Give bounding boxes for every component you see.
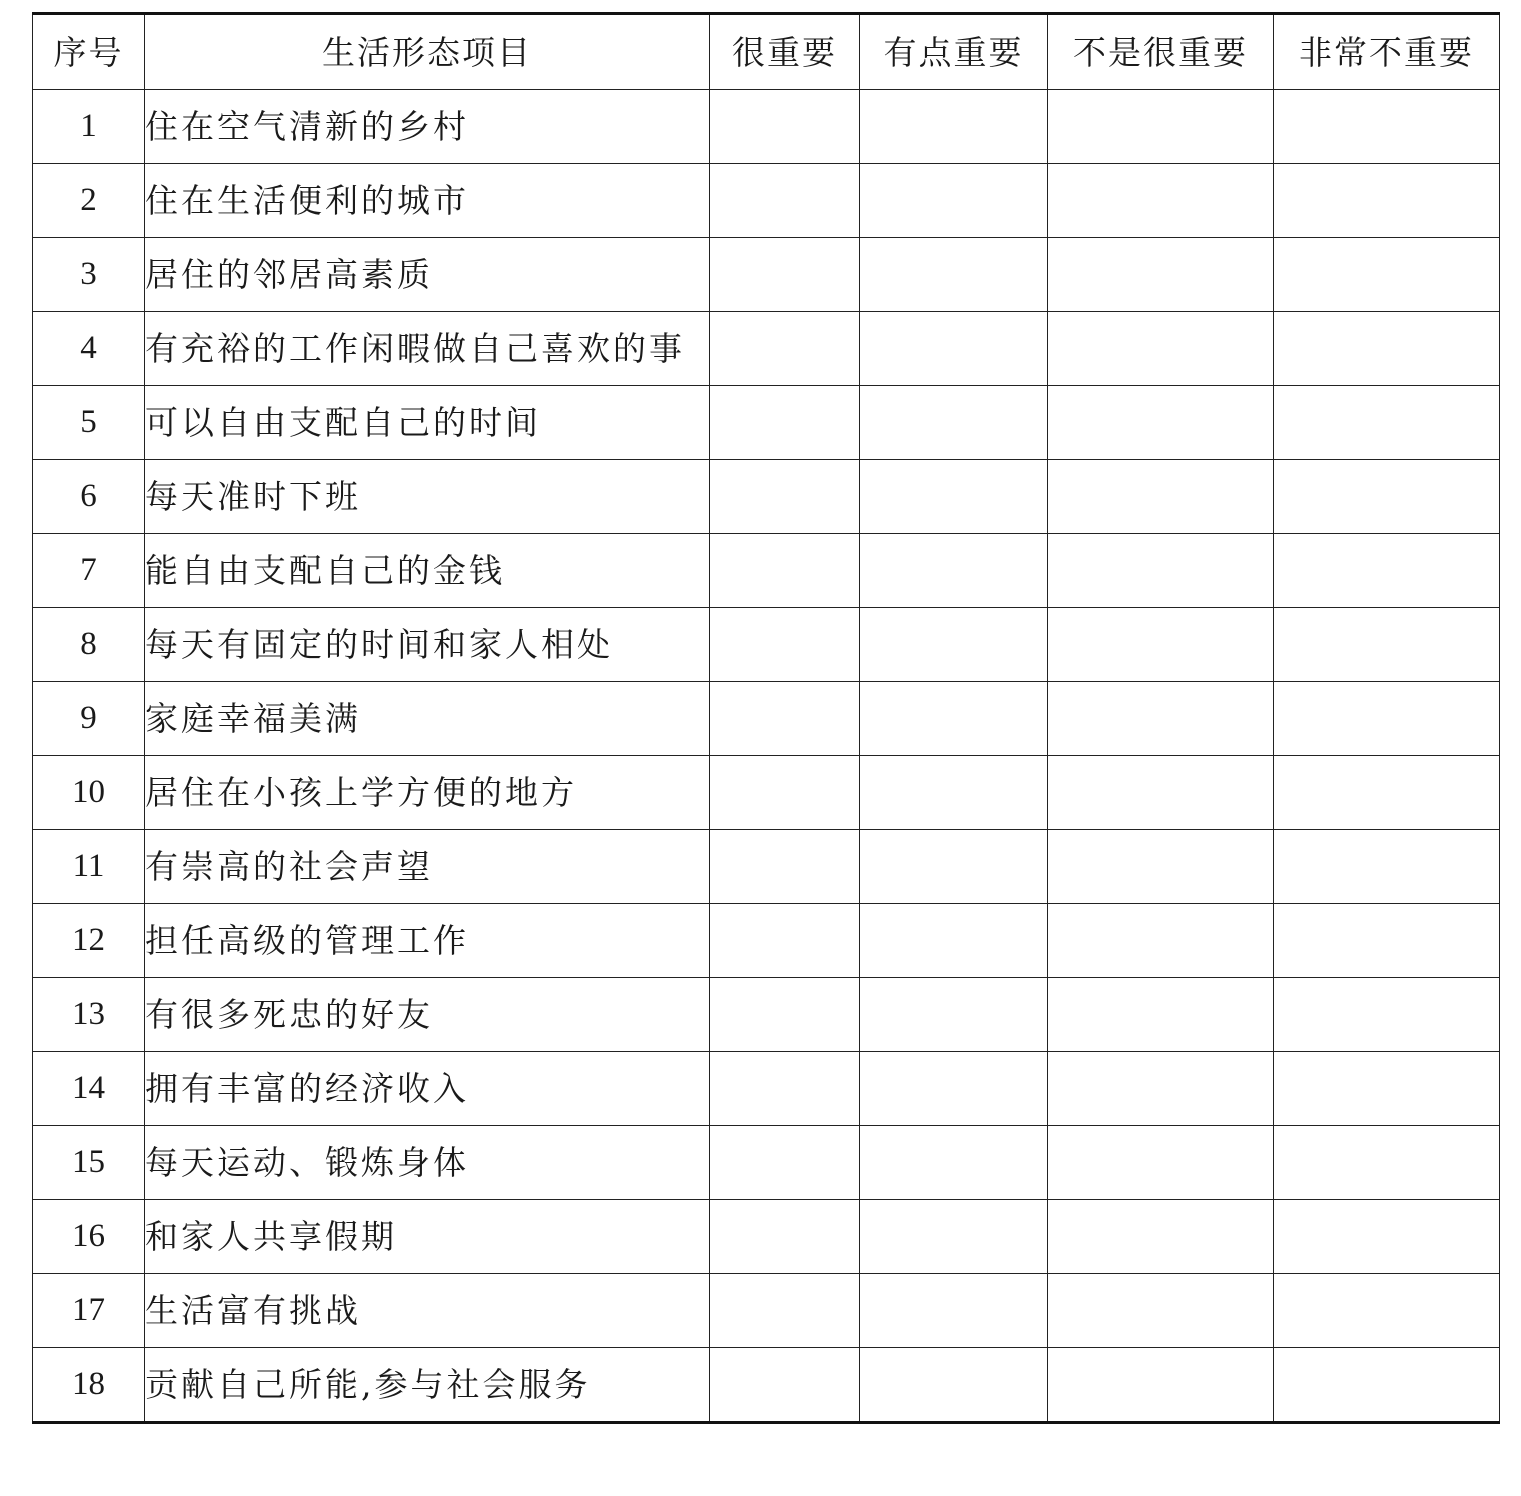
somewhat-important-cell[interactable] [860,386,1048,460]
row-number: 14 [33,1052,145,1126]
not-important-at-all-cell[interactable] [1274,904,1500,978]
lifestyle-item: 拥有丰富的经济收入 [145,1052,710,1126]
very-important-cell[interactable] [710,238,860,312]
not-important-at-all-cell[interactable] [1274,1052,1500,1126]
survey-body [33,90,1500,1423]
table-row [33,238,1500,312]
not-important-at-all-cell[interactable] [1274,756,1500,830]
not-very-important-cell[interactable] [1048,1348,1274,1423]
lifestyle-survey-table [32,12,1500,1424]
table-row [33,756,1500,830]
not-very-important-cell[interactable] [1048,1274,1274,1348]
header-very-important: 很重要 [710,14,860,90]
not-important-at-all-cell[interactable] [1274,608,1500,682]
somewhat-important-cell[interactable] [860,1052,1048,1126]
somewhat-important-cell[interactable] [860,1126,1048,1200]
header-not-important-at-all: 非常不重要 [1274,14,1500,90]
lifestyle-item: 能自由支配自己的金钱 [145,534,710,608]
row-number: 5 [33,386,145,460]
very-important-cell[interactable] [710,1348,860,1423]
table-row [33,1126,1500,1200]
lifestyle-item: 家庭幸福美满 [145,682,710,756]
row-number: 6 [33,460,145,534]
not-very-important-cell[interactable] [1048,90,1274,164]
row-number: 4 [33,312,145,386]
table-row [33,312,1500,386]
survey-sheet [32,12,1499,1424]
table-row [33,1200,1500,1274]
very-important-cell[interactable] [710,608,860,682]
not-very-important-cell[interactable] [1048,312,1274,386]
row-number: 1 [33,90,145,164]
very-important-cell[interactable] [710,756,860,830]
row-number: 12 [33,904,145,978]
row-number: 15 [33,1126,145,1200]
header-row [33,14,1500,90]
header-item: 生活形态项目 [145,14,710,90]
lifestyle-item: 每天运动、锻炼身体 [145,1126,710,1200]
row-number: 9 [33,682,145,756]
lifestyle-item: 有崇高的社会声望 [145,830,710,904]
table-row [33,978,1500,1052]
somewhat-important-cell[interactable] [860,978,1048,1052]
very-important-cell[interactable] [710,1126,860,1200]
not-important-at-all-cell[interactable] [1274,386,1500,460]
very-important-cell[interactable] [710,90,860,164]
somewhat-important-cell[interactable] [860,904,1048,978]
header-index: 序号 [33,14,145,90]
lifestyle-item: 和家人共享假期 [145,1200,710,1274]
very-important-cell[interactable] [710,1200,860,1274]
header-somewhat-important: 有点重要 [860,14,1048,90]
not-very-important-cell[interactable] [1048,756,1274,830]
table-row [33,460,1500,534]
table-row [33,164,1500,238]
row-number: 10 [33,756,145,830]
row-number: 3 [33,238,145,312]
not-important-at-all-cell[interactable] [1274,238,1500,312]
lifestyle-item: 居住的邻居高素质 [145,238,710,312]
row-number: 7 [33,534,145,608]
very-important-cell[interactable] [710,534,860,608]
not-important-at-all-cell[interactable] [1274,1348,1500,1423]
table-row [33,830,1500,904]
somewhat-important-cell[interactable] [860,1348,1048,1423]
row-number: 18 [33,1348,145,1423]
not-very-important-cell[interactable] [1048,1200,1274,1274]
row-number: 17 [33,1274,145,1348]
very-important-cell[interactable] [710,682,860,756]
lifestyle-item: 有很多死忠的好友 [145,978,710,1052]
not-important-at-all-cell[interactable] [1274,1274,1500,1348]
not-important-at-all-cell[interactable] [1274,312,1500,386]
lifestyle-item: 贡献自己所能,参与社会服务 [145,1348,710,1423]
not-very-important-cell[interactable] [1048,682,1274,756]
lifestyle-item: 生活富有挑战 [145,1274,710,1348]
somewhat-important-cell[interactable] [860,1200,1048,1274]
table-row [33,608,1500,682]
not-important-at-all-cell[interactable] [1274,1126,1500,1200]
table-row [33,1052,1500,1126]
not-important-at-all-cell[interactable] [1274,90,1500,164]
somewhat-important-cell[interactable] [860,756,1048,830]
very-important-cell[interactable] [710,386,860,460]
not-very-important-cell[interactable] [1048,1052,1274,1126]
lifestyle-item: 可以自由支配自己的时间 [145,386,710,460]
very-important-cell[interactable] [710,1052,860,1126]
lifestyle-item: 担任高级的管理工作 [145,904,710,978]
very-important-cell[interactable] [710,460,860,534]
table-row [33,534,1500,608]
not-important-at-all-cell[interactable] [1274,460,1500,534]
not-very-important-cell[interactable] [1048,460,1274,534]
not-very-important-cell[interactable] [1048,238,1274,312]
table-row [33,1348,1500,1423]
row-number: 13 [33,978,145,1052]
not-very-important-cell[interactable] [1048,608,1274,682]
lifestyle-item: 居住在小孩上学方便的地方 [145,756,710,830]
somewhat-important-cell[interactable] [860,1274,1048,1348]
not-very-important-cell[interactable] [1048,1126,1274,1200]
not-very-important-cell[interactable] [1048,978,1274,1052]
very-important-cell[interactable] [710,904,860,978]
not-important-at-all-cell[interactable] [1274,1200,1500,1274]
row-number: 11 [33,830,145,904]
somewhat-important-cell[interactable] [860,164,1048,238]
table-row [33,386,1500,460]
very-important-cell[interactable] [710,312,860,386]
row-number: 8 [33,608,145,682]
somewhat-important-cell[interactable] [860,608,1048,682]
very-important-cell[interactable] [710,164,860,238]
row-number: 16 [33,1200,145,1274]
somewhat-important-cell[interactable] [860,312,1048,386]
somewhat-important-cell[interactable] [860,460,1048,534]
somewhat-important-cell[interactable] [860,238,1048,312]
not-very-important-cell[interactable] [1048,830,1274,904]
very-important-cell[interactable] [710,830,860,904]
not-very-important-cell[interactable] [1048,534,1274,608]
not-important-at-all-cell[interactable] [1274,830,1500,904]
row-number: 2 [33,164,145,238]
lifestyle-item: 每天准时下班 [145,460,710,534]
table-row [33,90,1500,164]
not-important-at-all-cell[interactable] [1274,534,1500,608]
not-very-important-cell[interactable] [1048,164,1274,238]
lifestyle-item: 住在空气清新的乡村 [145,90,710,164]
somewhat-important-cell[interactable] [860,534,1048,608]
very-important-cell[interactable] [710,978,860,1052]
somewhat-important-cell[interactable] [860,682,1048,756]
very-important-cell[interactable] [710,1274,860,1348]
not-important-at-all-cell[interactable] [1274,682,1500,756]
table-row [33,682,1500,756]
lifestyle-item: 每天有固定的时间和家人相处 [145,608,710,682]
lifestyle-item: 有充裕的工作闲暇做自己喜欢的事 [145,312,710,386]
table-row [33,1274,1500,1348]
not-very-important-cell[interactable] [1048,904,1274,978]
not-important-at-all-cell[interactable] [1274,978,1500,1052]
not-important-at-all-cell[interactable] [1274,164,1500,238]
lifestyle-item: 住在生活便利的城市 [145,164,710,238]
somewhat-important-cell[interactable] [860,90,1048,164]
header-not-very-important: 不是很重要 [1048,14,1274,90]
not-very-important-cell[interactable] [1048,386,1274,460]
table-row [33,904,1500,978]
somewhat-important-cell[interactable] [860,830,1048,904]
